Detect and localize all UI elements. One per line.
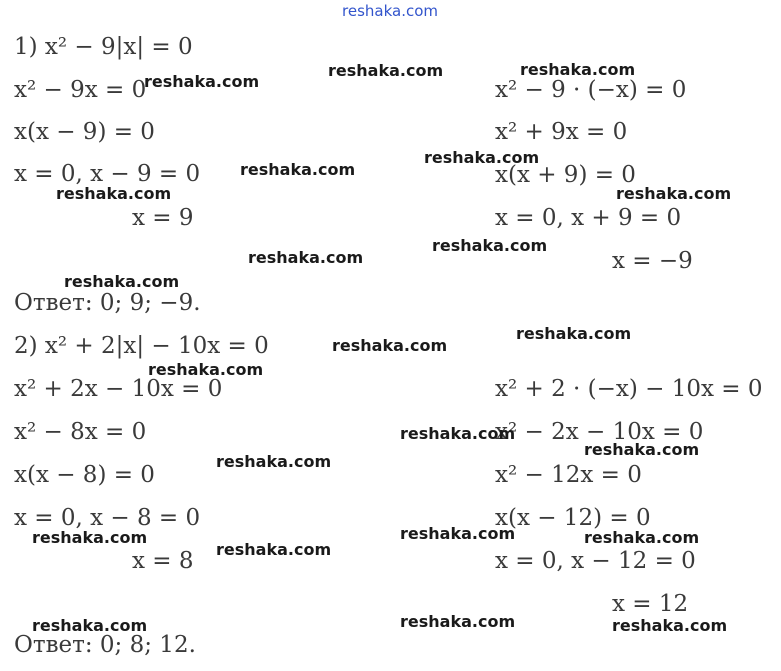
- p2-right-step-3: x² − 12x = 0: [495, 462, 642, 488]
- problem-2-statement: 2) x² + 2|x| − 10x = 0: [14, 333, 269, 359]
- p1-right-step-5: x = −9: [612, 248, 693, 274]
- p2-right-step-1: x² + 2 · (−x) − 10x = 0: [495, 376, 763, 402]
- watermark: reshaka.com: [400, 524, 516, 543]
- watermark: reshaka.com: [612, 616, 728, 635]
- watermark: reshaka.com: [56, 184, 172, 203]
- watermark: reshaka.com: [332, 336, 448, 355]
- p1-right-step-2: x² + 9x = 0: [495, 119, 628, 145]
- p2-left-step-1: x² + 2x − 10x = 0: [14, 376, 223, 402]
- watermark: reshaka.com: [32, 616, 148, 635]
- watermark: reshaka.com: [584, 440, 700, 459]
- p2-right-step-6: x = 12: [612, 591, 689, 617]
- watermark: reshaka.com: [32, 528, 148, 547]
- watermark: reshaka.com: [248, 248, 364, 267]
- watermark: reshaka.com: [216, 452, 332, 471]
- watermark: reshaka.com: [64, 272, 180, 291]
- p2-left-step-5: x = 8: [132, 548, 194, 574]
- site-link[interactable]: reshaka.com: [342, 2, 438, 20]
- watermark: reshaka.com: [516, 324, 632, 343]
- p1-answer: Ответ: 0; 9; −9.: [14, 290, 201, 316]
- p1-right-step-3: x(x + 9) = 0: [495, 162, 636, 188]
- watermark: reshaka.com: [432, 236, 548, 255]
- p2-right-step-5: x = 0, x − 12 = 0: [495, 548, 696, 574]
- watermark: reshaka.com: [584, 528, 700, 547]
- p2-left-step-3: x(x − 8) = 0: [14, 462, 155, 488]
- p1-left-step-1: x² − 9x = 0: [14, 77, 147, 103]
- p1-left-step-2: x(x − 9) = 0: [14, 119, 155, 145]
- p1-left-step-4: x = 9: [132, 205, 194, 231]
- p1-right-step-1: x² − 9 · (−x) = 0: [495, 77, 687, 103]
- watermark: reshaka.com: [328, 61, 444, 80]
- problem-1-statement: 1) x² − 9|x| = 0: [14, 34, 193, 60]
- watermark: reshaka.com: [148, 360, 264, 379]
- p2-left-step-4: x = 0, x − 8 = 0: [14, 505, 201, 531]
- watermark: reshaka.com: [424, 148, 540, 167]
- p1-right-step-4: x = 0, x + 9 = 0: [495, 205, 682, 231]
- watermark: reshaka.com: [216, 540, 332, 559]
- watermark: reshaka.com: [400, 424, 516, 443]
- p1-left-step-3: x = 0, x − 9 = 0: [14, 161, 201, 187]
- watermark: reshaka.com: [240, 160, 356, 179]
- watermark: reshaka.com: [144, 72, 260, 91]
- watermark: reshaka.com: [616, 184, 732, 203]
- p2-answer: Ответ: 0; 8; 12.: [14, 632, 196, 658]
- p2-right-step-4: x(x − 12) = 0: [495, 505, 651, 531]
- p2-left-step-2: x² − 8x = 0: [14, 419, 147, 445]
- p2-right-step-2: x² − 2x − 10x = 0: [495, 419, 704, 445]
- watermark: reshaka.com: [400, 612, 516, 631]
- watermark: reshaka.com: [520, 60, 636, 79]
